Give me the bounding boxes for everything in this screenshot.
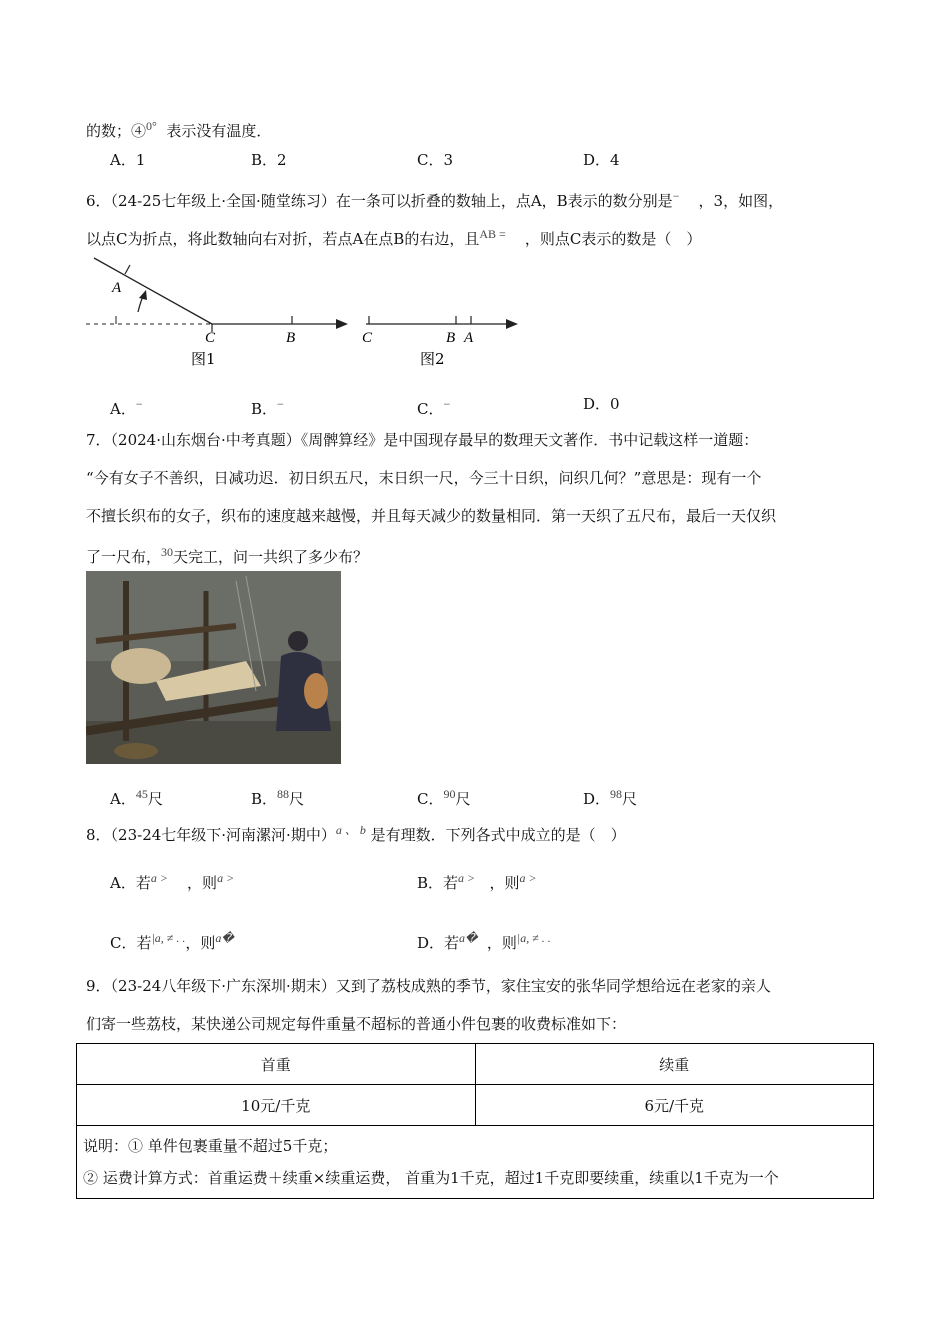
- fig1-fold-arrow-head: [139, 290, 147, 300]
- q8-option-d[interactable]: D．若$^{a�}$ ，则$^{|a, \ne . .}$: [417, 931, 551, 952]
- q5-tail-text: 的数；④: [86, 122, 147, 140]
- q5-tail-end: 表示没有温度．: [166, 122, 272, 140]
- q5-tail: [86, 116, 271, 141]
- q7-option-a[interactable]: A．$^{45}$尺: [110, 787, 163, 808]
- fig2-label-b: B: [446, 330, 456, 346]
- weaver-head: [288, 631, 308, 651]
- table-value-extra-weight: 6元/千克: [475, 1085, 874, 1126]
- q6-option-c[interactable]: C．−: [417, 397, 451, 418]
- q6-folding-number-line-figure: [86, 254, 526, 374]
- q8-option-a[interactable]: A．若$^{a >}$ ，则$^{a >}$: [110, 871, 235, 892]
- q6-option-a[interactable]: A．−: [110, 397, 143, 418]
- q9-number: 9．: [86, 977, 111, 995]
- loom-cloth-roll: [111, 648, 171, 684]
- photo-basket: [114, 743, 158, 759]
- q7-line2: “今有女子不善织，日减功迟．初日织五尺，末日织一尺，今三十日织，问织几何？”意思是：现有一个: [86, 469, 762, 487]
- fig1-arrow-head: [336, 319, 348, 329]
- table-note-1: 说明：① 单件包裹重量不超过5千克；: [83, 1137, 338, 1155]
- q7-line4: 了一尺布，$^{30}$天完工，问一共织了多少布？: [86, 545, 369, 566]
- q6-option-b[interactable]: B．−: [251, 397, 284, 418]
- fig1-caption: 图1: [191, 350, 216, 368]
- q8-number: 8．: [86, 826, 111, 844]
- q7-option-c[interactable]: C．$^{90}$尺: [417, 787, 471, 808]
- fig1-tick-a: [125, 265, 130, 274]
- weaving-loom-photo: [86, 571, 341, 764]
- table-value-first-weight: 10元/千克: [77, 1085, 476, 1126]
- q7-line1: 7．（2024·山东烟台·中考真题）《周髀算经》是中国现存最早的数理天文著作．书中记载这样一道题：: [86, 431, 759, 449]
- q5-zero-degree: 0°: [146, 119, 157, 133]
- q7-option-d[interactable]: D．$^{98}$尺: [583, 787, 638, 808]
- q9-line2: 们寄一些荔枝，某快递公司规定每件重量不超标的普通小件包裹的收费标准如下：: [86, 1015, 627, 1033]
- q9-line1: 9．（23-24八年级下·广东深圳·期末）又到了荔枝成熟的季节，家住宝安的张华同学想给远在老家的亲人: [86, 977, 771, 995]
- weaver-fan: [304, 673, 328, 709]
- table-note-2: ② 运费计算方式：首重运费＋续重×续重运费， 首重为1千克，超过1千克即要续重，续重以1千克为一个: [83, 1169, 779, 1187]
- q6-line1: 6．（24-25七年级上·全国·随堂练习）在一条可以折叠的数轴上，点A，B表示的数分别是− ，3，如图，: [86, 189, 784, 210]
- table-head-first-weight: 首重: [77, 1044, 476, 1085]
- table-note-cell: [77, 1126, 874, 1199]
- q5-option-d[interactable]: D．4: [583, 151, 620, 169]
- q8-option-b[interactable]: B．若$^{a >}$ ，则$^{a >}$: [417, 871, 537, 892]
- fig2-label-a: A: [464, 330, 474, 346]
- q8-option-c[interactable]: C．若$^{|a, \ne . .}$，则$^{a�}$: [110, 931, 234, 952]
- q7-number: 7．: [86, 431, 111, 449]
- q7-option-b[interactable]: B．$^{88}$尺: [251, 787, 305, 808]
- table-note-row: [77, 1126, 874, 1199]
- fig2-caption: 图2: [420, 350, 445, 368]
- fig2-label-c: C: [362, 330, 373, 346]
- table-header-row: [77, 1044, 874, 1085]
- q6-line2: 以点C为折点，将此数轴向右对折，若点A在点B的右边，且$^{AB =}$ ，则点C表示的数是（ ）: [86, 227, 702, 248]
- q6-number: 6．: [86, 192, 111, 210]
- shipping-fee-table: [76, 1043, 874, 1199]
- fig2-arrow-head: [506, 319, 518, 329]
- fig1-label-c: C: [205, 330, 216, 346]
- q5-option-b[interactable]: B．2: [251, 151, 287, 169]
- q5-option-a[interactable]: A．1: [110, 151, 146, 169]
- fig1-label-a: A: [112, 280, 122, 296]
- q6-option-d[interactable]: D．0: [583, 395, 620, 413]
- q5-option-c[interactable]: C．3: [417, 151, 454, 169]
- table-value-row: [77, 1085, 874, 1126]
- table-head-extra-weight: 续重: [475, 1044, 874, 1085]
- q7-line3: 不擅长织布的女子，织布的速度越来越慢，并且每天减少的数量相同．第一天织了五尺布，最后一天仅织: [86, 507, 777, 525]
- q8-stem: 8．（23-24七年级下·河南漯河·期中）$^{a 、 b}$ 是有理数．下列各式中成立的是（ ）: [86, 823, 626, 844]
- fig1-label-b: B: [286, 330, 296, 346]
